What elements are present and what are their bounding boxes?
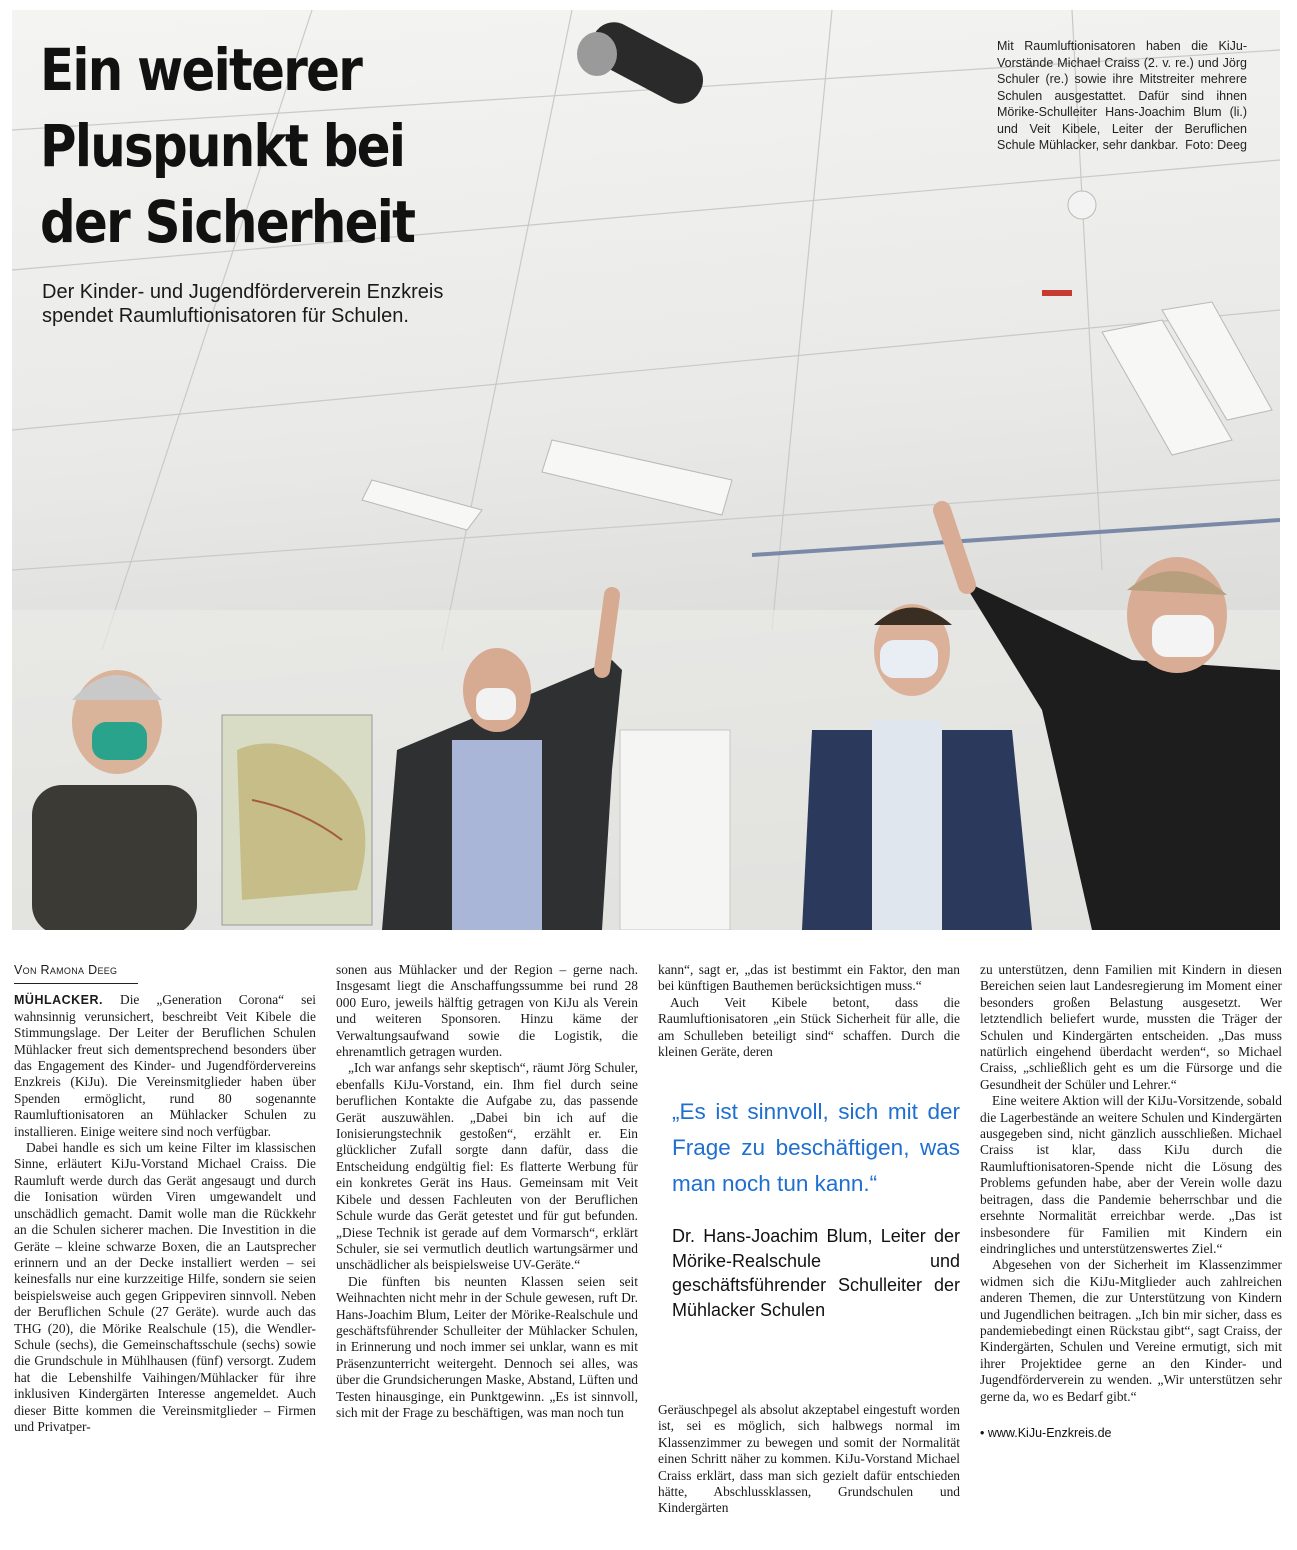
ionizer-device (577, 15, 711, 112)
photo-credit: Foto: Deeg (1185, 138, 1247, 152)
paragraph (14, 992, 316, 1140)
headline: Ein weiterer Pluspunkt bei der Sicherheit (40, 36, 415, 256)
paragraph: „Ich war anfangs sehr skeptisch“, räumt Jörg Schuler, ebenfalls KiJu-Vorstand, ein. Ihm fiel durch seine beruflichen Kontakte die Aufgabe zu, das passende Gerät auszuwählen. „Dabei bin ich auf die Ionisierungstechnik gestoßen“, erzählt er. Ein glücklicher Zufall sorgte dann dafür, dass die Entscheidung endgültig fiel: Es flatterte Werbung für ein konkretes Gerät ins Haus. Gemeinsam mit Veit Kibele und dessen Fachleuten von der Beruflichen Schule wurde das Gerät getestet und für gut befunden. „Diese Technik ist gerade auf dem Vormarsch“, erklärt Schuler, sie sei vermutlich deutlich wartungsärmer und unschädlicher als beispielsweise UV-Geräte.“ (336, 1060, 638, 1273)
subheadline: Der Kinder- und Jugendförderverein Enzkreis spendet Raumluftionisatoren für Schulen. (42, 281, 444, 327)
photo-caption (997, 38, 1247, 154)
cabinet (620, 730, 730, 930)
red-marker (1042, 290, 1072, 296)
paragraph-text: Die „Generation Corona“ sei wahnsinnig verunsichert, beschreibt Veit Kibele die Stimmungslage. Der Leiter der Beruflichen Schulen Mühlacker freut sich dementsprechend besonders über das Engagement des Kinder- und Jugendfördervereins Enzkreis (KiJu). Die Vereinsmitglieder haben über Spenden ermöglicht, rund 80 sogenannte Raumluftionisatoren an Mühlacker Schulen zu installieren. Einige weitere sind noch verfügbar. (14, 992, 316, 1139)
wall-map (222, 715, 372, 925)
paragraph: zu unterstützen, denn Familien mit Kindern in diesen Bereichen seien laut Landesregierung im Moment einer besonders großen Belastung ausgesetzt. Wer letztendlich beliefert wurde, mussten die Träger der Schulen und Kindergärten entscheiden. „Das muss natürlich eingehend überdacht werden“, so Michael Craiss, „schließlich geht es um die Fürsorge und die Gesundheit der Schüler und Lehrer.“ (980, 962, 1282, 1092)
quote-author: Dr. Hans-Joachim Blum, Leiter der Mörike-Realschule und geschäftsführender Schulleiter der Mühlacker Schulen (672, 1226, 960, 1320)
paragraph: Auch Veit Kibele betont, dass die Raumluftionisatoren „ein Stück Sicherheit für alle, die am Schulleben beteiligt sind“ schaffen. Durch die kleinen Geräte, deren (658, 994, 960, 1060)
paragraph: Die fünften bis neunten Klassen seien seit Weihnachten nicht mehr in der Schule gewesen, ruft Dr. Hans-Joachim Blum, Leiter der Mörike-Realschule und geschäftsführender Schulleiter der Mühlacker Schulen, in Erinnerung und noch immer sei unklar, wann es mit Präsenzunterricht weitergeht. Dennoch sei alles, was über die Grundsicherungen Maske, Abstand, Lüften und Testen hinausginge, ein Punktgewinn. „Es ist sinnvoll, sich mit der Frage zu beschäftigen, was man noch tun (336, 1273, 638, 1420)
paragraph: Eine weitere Aktion will der KiJu-Vorsitzende, sobald die Lagerbestände an weitere Schulen und Kindergärten ausgegeben sind, nicht gänzlich ausschließen. Michael Craiss ist klar, dass KiJu durch die Raumluftionisatoren-Spende nicht die Lösung des Problems gefunden habe, aber der Verein wolle dazu beitragen, dass die Pandemie beherrschbar und die ersehnte Normalität erreichbar werde. „Das ist insbesondere für Familien mit Kindern ein eindringliches und unterstützenswertes Ziel.“ (980, 1093, 1282, 1256)
paragraph: Dabei handle es sich um keine Filter im klassischen Sinne, erläutert KiJu-Vorstand Michael Craiss. Die Raumluft werde durch das Gerät angesaugt und durch die Ionisation würden Viren umgewandelt und unschädlich gemacht. Damit wolle man die Rückkehr an die Schulen sicherer machen. Die Investition in die Geräte – kleine schwarze Boxen, die an Lautsprecher erinnern und an der Decke installiert werden – sei keinesfalls nur eine kurzzeitige Hilfe, sondern sie seien beispielsweise auch gegen Grippeviren sinnvoll. Neben der Beruflichen Schule (27 Geräte). wurde auch das THG (20), die Mörike Realschule (15), die Wendler-Schule (sechs), die Gemeinschaftsschule (sechs) sowie die Grundschule in Mühlhausen (fünf) versorgt. Zudem hat die Lebenshilfe Vaihingen/Mühlacker für ihre inklusiven Kindergärten Interesse angemeldet. Auch dieser Bitte kommen die Vereinsmitglieder – Firmen und Privatper- (14, 1140, 316, 1434)
paragraph: Geräuschpegel als absolut akzeptabel eingestuft worden ist, sei es möglich, sich halbwegs normal im Klassenzimmer zu bewegen und somit der Normalität einen Schritt näher zu kommen. KiJu-Vorstand Michael Craiss erklärt, dass man sich gezielt dafür entschieden hätte, Abschlussklassen, Grundschulen und Kindergärten (658, 1402, 960, 1516)
article-body (14, 962, 1282, 1542)
pull-quote: „Es ist sinnvoll, sich mit der Frage zu beschäftigen, was man noch tun kann.“ (672, 1099, 960, 1197)
dateline: MÜHLACKER. (14, 993, 104, 1008)
article-column-2 (336, 962, 638, 1537)
website-link[interactable]: • www.KiJu-Enzkreis.de (980, 1425, 1112, 1440)
article-column-1 (14, 962, 316, 1537)
paragraph: kann“, sagt er, „das ist bestimmt ein Faktor, den man bei künftigen Bauthemen berücksichtigen muss.“ (658, 962, 960, 994)
paragraph: Abgesehen von der Sicherheit im Klassenzimmer widmen sich die KiJu-Mitglieder auch zahlreichen anderen Themen, die zur Unterstützung von Kindern und Jugendlichen beitragen. „Ich bin mir sicher, dass es pandemiebedingt einen Rückstau gibt“, sagt Craiss, der Kindergärten, Schulen und Vereine ermutigt, sich mit ihrer Projektidee gerne an den Kinder- und Jugendförderverein zu wenden. „Wir unterstützen sehr gerne da, wo es Bedarf gibt.“ (980, 1257, 1282, 1404)
byline: Von Ramona Deeg (14, 962, 138, 984)
article-column-4 (980, 962, 1282, 1537)
paragraph: sonen aus Mühlacker und der Region – gerne nach. Insgesamt liegt die Anschaffungssumme bei rund 28 000 Euro, jeweils hälftig getragen von KiJu als Verein und weiteren Sponsoren. Hinzu käme der Verwaltungsaufwand sowie die Logistik, die ehrenamtlich getragen wurden. (336, 962, 638, 1060)
wall-rail (752, 520, 1280, 555)
caption-text: Mit Raumluftionisatoren haben die KiJu-Vorstände Michael Craiss (2. v. re.) und Jörg Schuler (re.) sowie ihre Mitstreiter mehrere Schulen ausgestattet. Dafür sind ihnen Mörike-Schulleiter Hans-Joachim Blum (li.) und Veit Kibele, Leiter der Beruflichen Schule Mühlacker, sehr dankbar. (997, 39, 1247, 152)
article-column-3 (658, 962, 960, 1537)
ceiling-lights (362, 302, 1272, 530)
smoke-detector (1068, 191, 1096, 219)
article-photo (12, 10, 1280, 930)
